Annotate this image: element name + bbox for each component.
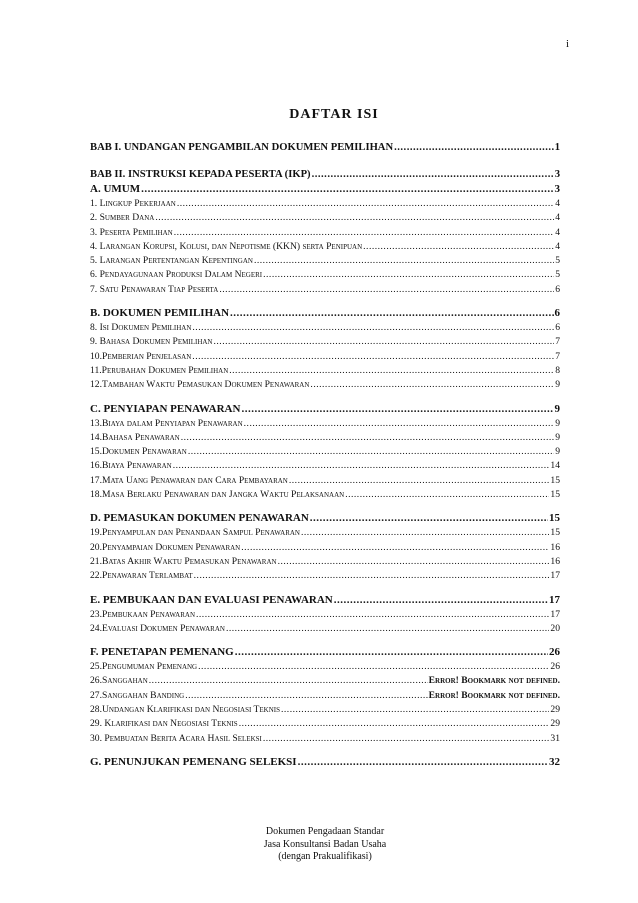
toc-entry-item[interactable] — [90, 378, 560, 392]
toc-entry-page: 9 — [555, 417, 560, 429]
dot-leader — [278, 555, 550, 569]
toc-entry-title: 26.Sanggahan — [90, 675, 148, 687]
toc-entry-page: 6 — [555, 283, 560, 295]
dot-leader — [363, 240, 554, 254]
toc-entry-title: 14.Bahasa Penawaran — [90, 431, 180, 443]
toc-entry-item[interactable] — [90, 445, 560, 459]
toc-entry-title: 7. Satu Penawaran Tiap Peserta — [90, 283, 219, 295]
toc-entry-title: 8. Isi Dokumen Pemilihan — [90, 322, 192, 334]
toc-entry-item[interactable] — [90, 732, 560, 746]
toc-entry-page: 1 — [554, 142, 560, 153]
toc-entry-section-e[interactable] — [90, 593, 560, 608]
toc-entry-title: 16.Biaya Penawaran — [90, 460, 172, 472]
dot-leader — [230, 306, 553, 321]
toc-entry-page: 4 — [555, 226, 560, 238]
dot-leader — [229, 364, 554, 378]
toc-entry-page: 9 — [554, 402, 560, 415]
toc-entry-item[interactable] — [90, 350, 560, 364]
toc-entry-item[interactable] — [90, 211, 560, 225]
toc-entry-item[interactable] — [90, 240, 560, 254]
toc-entry-bab-2[interactable] — [90, 167, 560, 182]
toc-entry-page: 8 — [555, 364, 560, 376]
toc-entry-page: 9 — [555, 379, 560, 391]
dot-leader — [254, 254, 554, 268]
dot-leader — [188, 445, 554, 459]
toc-entry-page: 14 — [550, 460, 560, 472]
toc-entry-page: 6 — [555, 322, 560, 334]
toc-entry-title: 19.Penyampulan dan Penandaan Sampul Penawaran — [90, 527, 300, 539]
toc-entry-title: 28.Undangan Klarifikasi dan Negosiasi Teknis — [90, 704, 280, 716]
toc-entry-item[interactable] — [90, 689, 560, 703]
toc-entry-title: F. PENETAPAN PEMENANG — [90, 646, 234, 659]
footer-line: Jasa Konsultansi Badan Usaha — [263, 838, 387, 850]
dot-leader — [196, 608, 549, 622]
toc-entry-bab-1[interactable] — [90, 140, 560, 155]
toc-entry-page: 16 — [550, 541, 560, 553]
toc-entry-page: 20 — [550, 622, 560, 634]
dot-leader — [241, 541, 549, 555]
toc-entry-page: 5 — [555, 269, 560, 281]
toc-entry-title: 20.Penyampaian Dokumen Penawaran — [90, 541, 241, 553]
dot-leader — [214, 335, 555, 349]
toc-entry-page: 15 — [549, 512, 560, 525]
document-footer — [0, 826, 638, 864]
toc-entry-page: 26 — [550, 661, 560, 673]
toc-entry-item[interactable] — [90, 622, 560, 636]
toc-entry-item[interactable] — [90, 197, 560, 211]
dot-leader — [155, 211, 554, 225]
toc-entry-item[interactable] — [90, 555, 560, 569]
toc-entry-section-c[interactable] — [90, 402, 560, 417]
toc-entry-page: 17 — [550, 608, 560, 620]
dot-leader — [310, 378, 554, 392]
toc-entry-section-d[interactable] — [90, 511, 560, 526]
toc-entry-title: 25.Pengumuman Pemenang — [90, 661, 198, 673]
toc-entry-item[interactable] — [90, 431, 560, 445]
toc-entry-item[interactable] — [90, 321, 560, 335]
footer-line: Dokumen Pengadaan Standar — [265, 826, 385, 837]
toc-entry-title: B. DOKUMEN PEMILIHAN — [90, 307, 230, 320]
dot-leader — [174, 226, 554, 240]
toc-entry-item[interactable] — [90, 226, 560, 240]
toc-entry-page: 7 — [555, 350, 560, 362]
footer-line: (dengan Prakualifikasi) — [278, 851, 372, 862]
page-number: i — [565, 38, 569, 50]
dot-leader — [310, 511, 548, 526]
toc-entry-page: 5 — [555, 255, 560, 267]
toc-entry-item[interactable] — [90, 703, 560, 717]
toc-entry-error: Error! Bookmark not defined. — [428, 689, 560, 701]
dot-leader — [298, 755, 548, 770]
toc-entry-title: 17.Mata Uang Penawaran dan Cara Pembayaran — [90, 474, 288, 486]
toc-entry-title: E. PEMBUKAAN DAN EVALUASI PENAWARAN — [90, 593, 333, 606]
toc-entry-page: 26 — [549, 646, 560, 659]
toc-entry-title: 9. Bahasa Dokumen Pemilihan — [90, 336, 213, 348]
toc-entry-page: 17 — [550, 570, 560, 582]
toc-entry-title: 18.Masa Berlaku Penawaran dan Jangka Waktu Pelaksanaan — [90, 489, 345, 501]
toc-entry-title: 30. Pembuatan Berita Acara Hasil Seleksi — [90, 732, 262, 744]
toc-entry-item[interactable] — [90, 254, 560, 268]
toc-entry-page: 29 — [550, 718, 560, 730]
toc-entry-title: BAB II. INSTRUKSI KEPADA PESERTA (IKP) — [90, 169, 311, 180]
toc-entry-title: 1. Lingkup Pekerjaan — [90, 198, 176, 209]
toc-entry-page: 15 — [550, 527, 560, 539]
toc-entry-item[interactable] — [90, 335, 560, 349]
dot-leader — [194, 569, 550, 583]
toc-entry-item[interactable] — [90, 660, 560, 674]
dot-leader — [219, 283, 554, 297]
toc-entry-title: 15.Dokumen Penawaran — [90, 446, 187, 458]
toc-entry-page: 17 — [549, 593, 560, 606]
toc-entry-title: 21.Batas Akhir Waktu Pemasukan Penawaran — [90, 555, 277, 567]
toc-title: DAFTAR ISI — [289, 107, 379, 122]
toc-entry-page: 7 — [555, 336, 560, 348]
toc-entry-title: 27.Sanggahan Banding — [90, 689, 185, 701]
dot-leader — [173, 459, 550, 473]
toc-entry-item[interactable] — [90, 488, 560, 502]
table-of-contents — [90, 140, 560, 770]
toc-entry-item[interactable] — [90, 526, 560, 540]
toc-entry-page: 15 — [550, 489, 560, 501]
toc-entry-title: 10.Pemberian Penjelasan — [90, 350, 192, 362]
toc-entry-section-b[interactable] — [90, 306, 560, 321]
dot-leader — [394, 140, 554, 155]
toc-entry-page: 4 — [555, 198, 560, 209]
dot-leader — [244, 417, 555, 431]
toc-entry-title: A. UMUM — [90, 183, 141, 195]
toc-entry-title: G. PENUNJUKAN PEMENANG SELEKSI — [90, 755, 297, 768]
toc-entry-item[interactable] — [90, 283, 560, 297]
toc-entry-page: 32 — [549, 755, 560, 768]
toc-entry-item[interactable] — [90, 268, 560, 282]
dot-leader — [263, 268, 554, 282]
toc-entry-title: 24.Evaluasi Dokumen Penawaran — [90, 622, 225, 634]
toc-entry-title: 29. Klarifikasi dan Negosiasi Teknis — [90, 718, 238, 730]
dot-leader — [301, 526, 549, 540]
dot-leader — [281, 703, 549, 717]
dot-leader — [177, 197, 554, 211]
toc-entry-page: 31 — [550, 732, 560, 744]
dot-leader — [141, 182, 553, 197]
toc-entry-section-f[interactable] — [90, 645, 560, 660]
dot-leader — [235, 645, 548, 660]
toc-entry-title: D. PEMASUKAN DOKUMEN PENAWARAN — [90, 512, 309, 525]
toc-entry-title: 22.Penawaran Terlambat — [90, 570, 193, 582]
toc-entry-title: 3. Peserta Pemilihan — [90, 226, 173, 238]
dot-leader — [185, 689, 427, 703]
dot-leader — [241, 402, 553, 417]
dot-leader — [226, 622, 549, 636]
toc-entry-item[interactable] — [90, 608, 560, 622]
toc-entry-section-g[interactable] — [90, 755, 560, 770]
toc-entry-page: 3 — [554, 169, 560, 180]
toc-entry-item[interactable] — [90, 569, 560, 583]
toc-entry-page: 16 — [550, 555, 560, 567]
toc-entry-item[interactable] — [90, 459, 560, 473]
toc-entry-item[interactable] — [90, 474, 560, 488]
toc-entry-item[interactable] — [90, 541, 560, 555]
toc-entry-page: 9 — [555, 446, 560, 458]
toc-entry-page: 9 — [555, 431, 560, 443]
toc-entry-title: 23.Pembukaan Penawaran — [90, 608, 195, 620]
toc-entry-item[interactable] — [90, 417, 560, 431]
toc-entry-title: 11.Perubahan Dokumen Pemilihan — [90, 364, 229, 376]
dot-leader — [149, 674, 428, 688]
dot-leader — [192, 321, 554, 335]
toc-entry-item[interactable] — [90, 717, 560, 731]
toc-entry-page: 4 — [555, 240, 560, 252]
toc-entry-item[interactable] — [90, 674, 560, 688]
toc-entry-title: 2. Sumber Dana — [90, 212, 155, 224]
dot-leader — [289, 474, 550, 488]
toc-entry-title: 5. Larangan Pertentangan Kepentingan — [90, 255, 253, 267]
toc-entry-title: 4. Larangan Korupsi, Kolusi, dan Nepotisme (KKN) serta Penipuan — [90, 240, 363, 252]
dot-leader — [334, 593, 548, 608]
toc-entry-page: 3 — [554, 183, 560, 195]
dot-leader — [263, 732, 550, 746]
toc-entry-page: 15 — [550, 474, 560, 486]
toc-entry-page: 29 — [550, 704, 560, 716]
toc-entry-section-a[interactable] — [90, 182, 560, 197]
toc-entry-page: 6 — [554, 307, 560, 320]
dot-leader — [181, 431, 554, 445]
dot-leader — [239, 717, 550, 731]
toc-entry-title: 12.Tambahan Waktu Pemasukan Dokumen Penawaran — [90, 379, 310, 391]
toc-entry-title: 6. Pendayagunaan Produksi Dalam Negeri — [90, 269, 263, 281]
toc-entry-error: Error! Bookmark not defined. — [428, 675, 560, 687]
toc-entry-item[interactable] — [90, 364, 560, 378]
toc-entry-title: C. PENYIAPAN PENAWARAN — [90, 402, 241, 415]
dot-leader — [198, 660, 549, 674]
dot-leader — [345, 488, 549, 502]
toc-entry-page: 4 — [555, 212, 560, 224]
toc-entry-title: 13.Biaya dalam Penyiapan Penawaran — [90, 417, 243, 429]
toc-entry-title: BAB I. UNDANGAN PENGAMBILAN DOKUMEN PEMILIHAN — [90, 142, 394, 153]
dot-leader — [312, 167, 554, 182]
dot-leader — [192, 350, 554, 364]
